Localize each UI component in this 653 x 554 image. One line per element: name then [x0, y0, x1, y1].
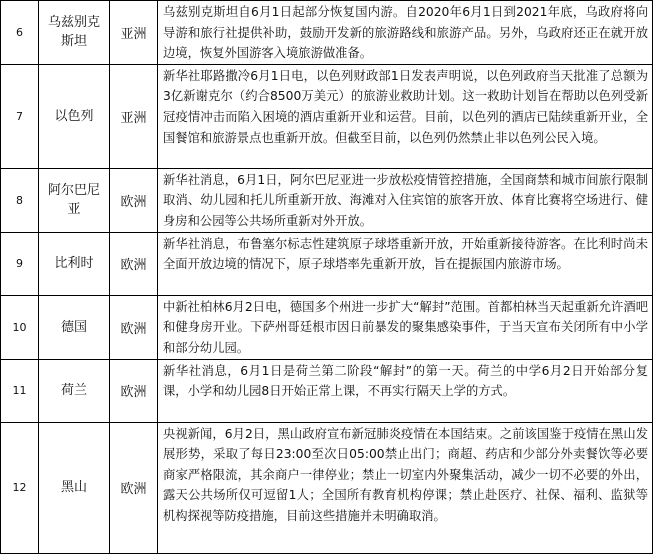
row-number: 7: [1, 64, 39, 168]
region-cell: 亚洲: [110, 64, 158, 168]
region-cell: 欧洲: [110, 359, 158, 422]
country-name: 以色列: [54, 108, 94, 124]
country-cell: [39, 232, 110, 295]
row-number: 12: [1, 422, 39, 553]
detail-cell: 新华社耶路撒冷6月1日电，以色列财政部1日发表声明说，以色列政府当天批准了总额为3亿新谢克尔（约合8500万美元）的旅游业救助计划。这一救助计划旨在帮助以色列受新冠疫情冲击而陷入困境的酒店重新开业和运营。目前，以色列的酒店已陆续重新开业，全国餐馆和旅游景点也重新开放。但截至目前，以色列仍然禁止非以色列公民入境。: [158, 64, 653, 168]
detail-cell: 新华社消息，6月1日是荷兰第二阶段“解封”的第一天。荷兰的中学6月2日开始部分复课，小学和幼儿园8日开始正常上课，不再实行隔天上学的方式。: [158, 359, 653, 422]
table-row: [1, 64, 653, 168]
row-number: 10: [1, 295, 39, 359]
table-row: [1, 422, 653, 553]
region-cell: 欧洲: [110, 295, 158, 359]
region-cell: 亚洲: [110, 1, 158, 65]
table-row: [1, 168, 653, 232]
table-row: [1, 1, 653, 65]
country-cell: [39, 359, 110, 422]
country-name: 德国: [60, 319, 87, 335]
row-number: 6: [1, 1, 39, 65]
detail-cell: 新华社消息，6月1日，阿尔巴尼亚进一步放松疫情管控措施，全国商禁和城市间旅行限制取消、幼儿园和托儿所重新开放、海滩对入住宾馆的旅客开放、体育比赛将空场进行、健身房和公园等公共场所重新对外开放。: [158, 168, 653, 232]
country-cell: [39, 295, 110, 359]
table-row: [1, 232, 653, 295]
row-number: 11: [1, 359, 39, 422]
row-number: 8: [1, 168, 39, 232]
table-row: [1, 295, 653, 359]
region-cell: 欧洲: [110, 168, 158, 232]
detail-cell: 乌兹别克斯坦自6月1日起部分恢复国内游。自2020年6月1日到2021年底，乌政府将向导游和旅行社提供补助，鼓励开发新的旅游路线和旅游产品。另外，乌政府还正在就开放边境，恢复外国游客入境旅游做准备。: [158, 1, 653, 65]
region-cell: 欧洲: [110, 422, 158, 553]
country-cell: [39, 168, 110, 232]
country-cell: [39, 1, 110, 65]
table-row: [1, 359, 653, 422]
country-name: 阿尔巴尼亚: [47, 183, 100, 218]
region-cell: 欧洲: [110, 232, 158, 295]
country-name: 比利时: [54, 256, 94, 272]
row-number: 9: [1, 232, 39, 295]
country-cell: [39, 64, 110, 168]
country-cell: [39, 422, 110, 553]
country-name: 乌兹别克斯坦: [47, 15, 100, 50]
detail-cell: 中新社柏林6月2日电，德国多个州进一步扩大“解封”范围。首都柏林当天起重新允许酒吧和健身房开业。下萨州哥廷根市因日前暴发的聚集感染事件，于当天宣布关闭所有中小学和部分幼儿园。: [158, 295, 653, 359]
country-name: 黑山: [60, 480, 87, 496]
detail-cell: 央视新闻，6月2日，黑山政府宣布新冠肺炎疫情在本国结束。之前该国鉴于疫情在黑山发展形势，采取了每日23:00至次日05:00禁止出门；商超、药店和少部分外卖餐饮等必要商家严格限流，其余商户一律停业；禁止一切室内外聚集活动，减少一切不必要的外出，露天公共场所仅可逗留1人；全国所有教育机构停课；禁止赴医疗、社保、福利、监狱等机构探视等防疫措施，目前这些措施并未明确取消。: [158, 422, 653, 553]
country-name: 荷兰: [60, 383, 87, 399]
detail-cell: 新华社消息，布鲁塞尔标志性建筑原子球塔重新开放，开始重新接待游客。在比利时尚未全面开放边境的情况下，原子球塔率先重新开放，旨在提振国内旅游市场。: [158, 232, 653, 295]
